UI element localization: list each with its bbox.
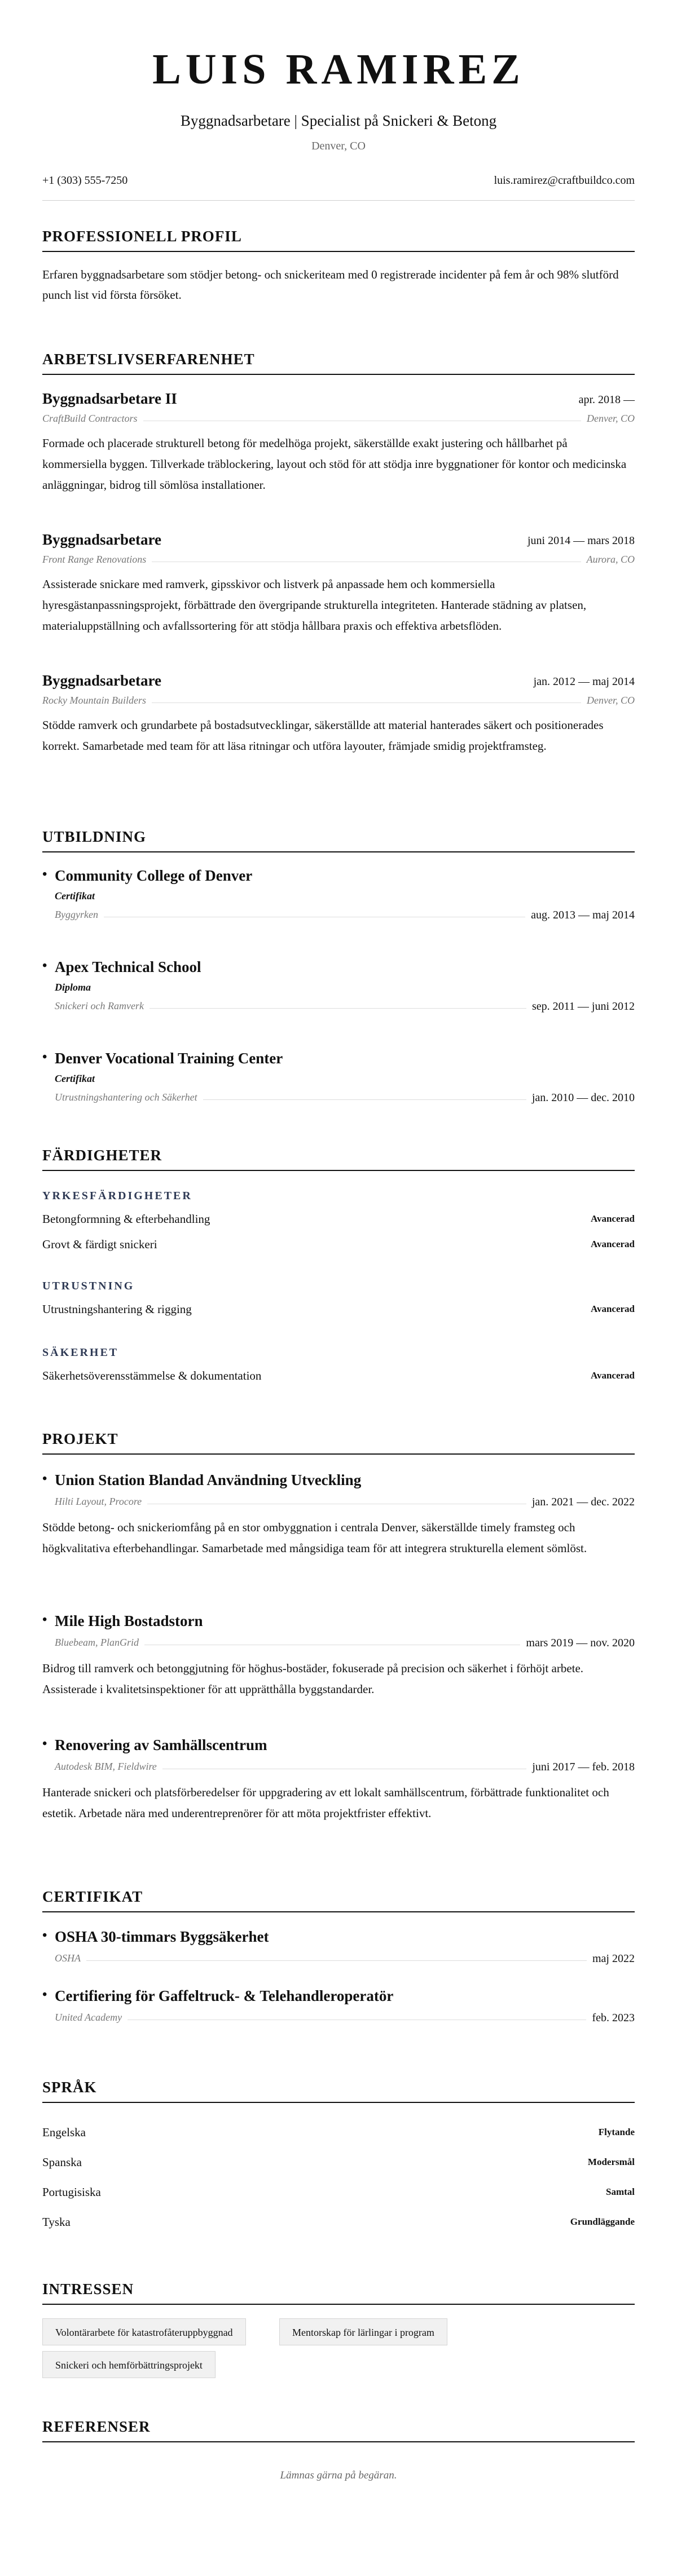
certificate-date: feb. 2023 xyxy=(586,2012,635,2025)
skill-label: Utrustningshantering & rigging xyxy=(42,1302,192,1316)
section-title-references: REFERENSER xyxy=(42,2419,635,2442)
section-title-certificates: CERTIFIKAT xyxy=(42,1889,635,1912)
job-description: Stödde ramverk och grundarbete på bostadsutvecklingar, säkerställde att material hanterades säkert och positionerades korrekt. Samarbetade med team för att läsa ritningar och utföra layouter, främjade smidig projektframsteg. xyxy=(42,718,604,753)
interest-tag: Volontärarbete för katastrofåteruppbyggnad xyxy=(42,2318,246,2345)
language-row xyxy=(42,2185,635,2199)
candidate-name: LUIS RAMIREZ xyxy=(152,46,525,93)
project-dates: jan. 2021 — dec. 2022 xyxy=(526,1496,635,1509)
project-dates: juni 2017 — feb. 2018 xyxy=(526,1761,635,1774)
language-level: Samtal xyxy=(606,2186,635,2197)
skill-category: YRKESFÄRDIGHETER xyxy=(42,1190,192,1202)
skill-row xyxy=(42,1369,635,1383)
candidate-location: Denver, CO xyxy=(311,140,366,152)
skill-label: Betongformning & efterbehandling xyxy=(42,1212,210,1226)
profile-text: Erfaren byggnadsarbetare som stödjer betong- och snickeriteam med 0 registrerade incidenter på fem år och 98% slutförd punch list vid första försöket. xyxy=(42,267,619,302)
languages-section xyxy=(42,2079,635,2103)
certificates-section xyxy=(42,1889,635,1912)
project-entry xyxy=(42,1612,635,1700)
skill-category: UTRUSTNING xyxy=(42,1280,135,1292)
project-tools: Bluebeam, PlanGrid xyxy=(55,1637,144,1649)
job-description: Formade och placerade strukturell betong för medelhöga projekt, säkerställde exakt justering och hållbarhet på kommersiella byggen. Tillverkade träblockering, layout och stöd för att stödja inre byggnationer för kontor och medicinska anläggningar, bidrog till sömlösa installationer. xyxy=(42,436,627,492)
interests-section xyxy=(42,2281,635,2305)
school-name: • Denver Vocational Training Center xyxy=(42,1050,635,1067)
interest-tag: Snickeri och hemförbättringsprojekt xyxy=(42,2351,216,2378)
phone-number: +1 (303) 555-7250 xyxy=(42,174,128,187)
language-row xyxy=(42,2126,635,2140)
language-name: Engelska xyxy=(42,2126,86,2139)
school-name: • Community College of Denver xyxy=(42,867,635,885)
degree-type: Certifikat xyxy=(55,1073,95,1084)
project-description: Bidrog till ramverk och betonggjutning för höghus-bostäder, fokuserade på precision och säkerhet i förhöjt arbete. Assisterade i kvalitetsinspektioner för att upprätthålla byggstandarder. xyxy=(42,1662,584,1696)
project-dates: mars 2019 — nov. 2020 xyxy=(520,1637,635,1650)
education-entry xyxy=(42,958,635,1016)
language-level: Modersmål xyxy=(587,2157,635,2167)
candidate-subtitle: Byggnadsarbetare | Specialist på Snickeri & Betong xyxy=(180,112,497,129)
degree-type: Certifikat xyxy=(55,890,95,902)
project-tools: Autodesk BIM, Fieldwire xyxy=(55,1761,162,1773)
skill-row xyxy=(42,1238,635,1252)
references-section xyxy=(42,2419,635,2442)
education-section xyxy=(42,829,635,852)
dotted-leader xyxy=(55,1960,635,1961)
certificate-entry xyxy=(42,1928,635,1968)
job-location: Aurora, CO xyxy=(581,554,635,565)
skill-label: Säkerhetsöverensstämmelse & dokumentation xyxy=(42,1369,262,1382)
language-name: Spanska xyxy=(42,2155,82,2169)
education-entry xyxy=(42,1050,635,1107)
job-title: Byggnadsarbetare xyxy=(42,672,162,689)
skill-level: Avancerad xyxy=(590,1304,635,1314)
skill-level: Avancerad xyxy=(590,1370,635,1381)
project-description: Hanterade snickeri och platsförberedelser för uppgradering av ett lokalt samhällscentrum, förbättrade funktionalitet och estetik. Arbetade nära med underentreprenörer för att möta projektfrister effektivt. xyxy=(42,1786,609,1820)
education-dates: aug. 2013 — maj 2014 xyxy=(525,909,635,922)
language-name: Portugisiska xyxy=(42,2185,101,2199)
skill-row xyxy=(42,1302,635,1316)
project-entry xyxy=(42,1472,635,1559)
project-name: • Mile High Bostadstorn xyxy=(42,1612,635,1630)
field-of-study: Snickeri och Ramverk xyxy=(55,1000,150,1012)
project-tools: Hilti Layout, Procore xyxy=(55,1496,147,1508)
job-company: Front Range Renovations xyxy=(42,554,152,565)
project-description: Stödde betong- och snickeriomfång på en stor ombyggnation i centrala Denver, säkerställde timely framsteg och högkvalitativa efterbehandlingar. Samarbetade med mångsidiga team för att integrera strukturella element sömlöst. xyxy=(42,1521,587,1555)
language-row xyxy=(42,2155,635,2170)
section-title-experience: ARBETSLIVSERFARENHET xyxy=(42,351,635,375)
section-title-languages: SPRÅK xyxy=(42,2079,635,2103)
section-title-skills: FÄRDIGHETER xyxy=(42,1147,635,1171)
job-company: CraftBuild Contractors xyxy=(42,413,143,425)
certificate-entry xyxy=(42,1987,635,2027)
language-level: Grundläggande xyxy=(570,2216,635,2227)
skill-row xyxy=(42,1212,635,1226)
projects-section xyxy=(42,1431,635,1455)
certificate-name: • Certifiering för Gaffeltruck- & Telehandleroperatör xyxy=(42,1987,635,2005)
field-of-study: Byggyrken xyxy=(55,909,104,921)
certificate-issuer: United Academy xyxy=(55,2012,128,2023)
field-of-study: Utrustningshantering och Säkerhet xyxy=(55,1092,203,1103)
education-dates: jan. 2010 — dec. 2010 xyxy=(526,1092,635,1104)
profile-section xyxy=(42,228,635,306)
job-entry xyxy=(42,531,635,636)
education-dates: sep. 2011 — juni 2012 xyxy=(526,1000,635,1013)
section-title-profile: PROFESSIONELL PROFIL xyxy=(42,228,635,252)
school-name: • Apex Technical School xyxy=(42,958,635,976)
references-text: Lämnas gärna på begäran. xyxy=(280,2469,397,2481)
project-entry xyxy=(42,1737,635,1824)
skills-section xyxy=(42,1147,635,1171)
experience-section xyxy=(42,351,635,375)
project-name: • Renovering av Samhällscentrum xyxy=(42,1737,635,1754)
job-entry xyxy=(42,672,635,757)
section-title-projects: PROJEKT xyxy=(42,1431,635,1455)
degree-type: Diploma xyxy=(55,982,91,993)
certificate-issuer: OSHA xyxy=(55,1952,86,1964)
job-company: Rocky Mountain Builders xyxy=(42,695,152,706)
skill-level: Avancerad xyxy=(590,1213,635,1224)
job-location: Denver, CO xyxy=(581,695,635,706)
section-title-education: UTBILDNING xyxy=(42,829,635,852)
project-name: • Union Station Blandad Användning Utveckling xyxy=(42,1472,635,1489)
header-divider xyxy=(42,200,635,201)
job-title: Byggnadsarbetare xyxy=(42,531,162,548)
email-address[interactable]: luis.ramirez@craftbuildco.com xyxy=(494,174,635,187)
skill-category: SÄKERHET xyxy=(42,1346,119,1359)
language-row xyxy=(42,2215,635,2229)
language-name: Tyska xyxy=(42,2215,71,2229)
language-level: Flytande xyxy=(598,2127,635,2137)
certificate-name: • OSHA 30-timmars Byggsäkerhet xyxy=(42,1928,635,1946)
job-dates: juni 2014 — mars 2018 xyxy=(527,534,635,547)
job-dates: jan. 2012 — maj 2014 xyxy=(533,675,635,688)
job-entry xyxy=(42,390,635,495)
interest-tag: Mentorskap för lärlingar i program xyxy=(279,2318,447,2345)
section-title-interests: INTRESSEN xyxy=(42,2281,635,2305)
job-description: Assisterade snickare med ramverk, gipsskivor och listverk på anpassade hem och kommersiella hyresgästanpassningsprojekt, förbättrade den övergripande strukturella integriteten. Hanterade städning av platsen, materialuppställning och avfallssortering för att stödja hållbara praxis och effektiva arbetsflöden. xyxy=(42,577,587,633)
skill-level: Avancerad xyxy=(590,1239,635,1249)
certificate-date: maj 2022 xyxy=(587,1952,635,1965)
education-entry xyxy=(42,867,635,925)
skill-label: Grovt & färdigt snickeri xyxy=(42,1238,157,1251)
job-location: Denver, CO xyxy=(581,413,635,425)
job-dates: apr. 2018 — xyxy=(578,394,635,406)
job-title: Byggnadsarbetare II xyxy=(42,390,177,407)
